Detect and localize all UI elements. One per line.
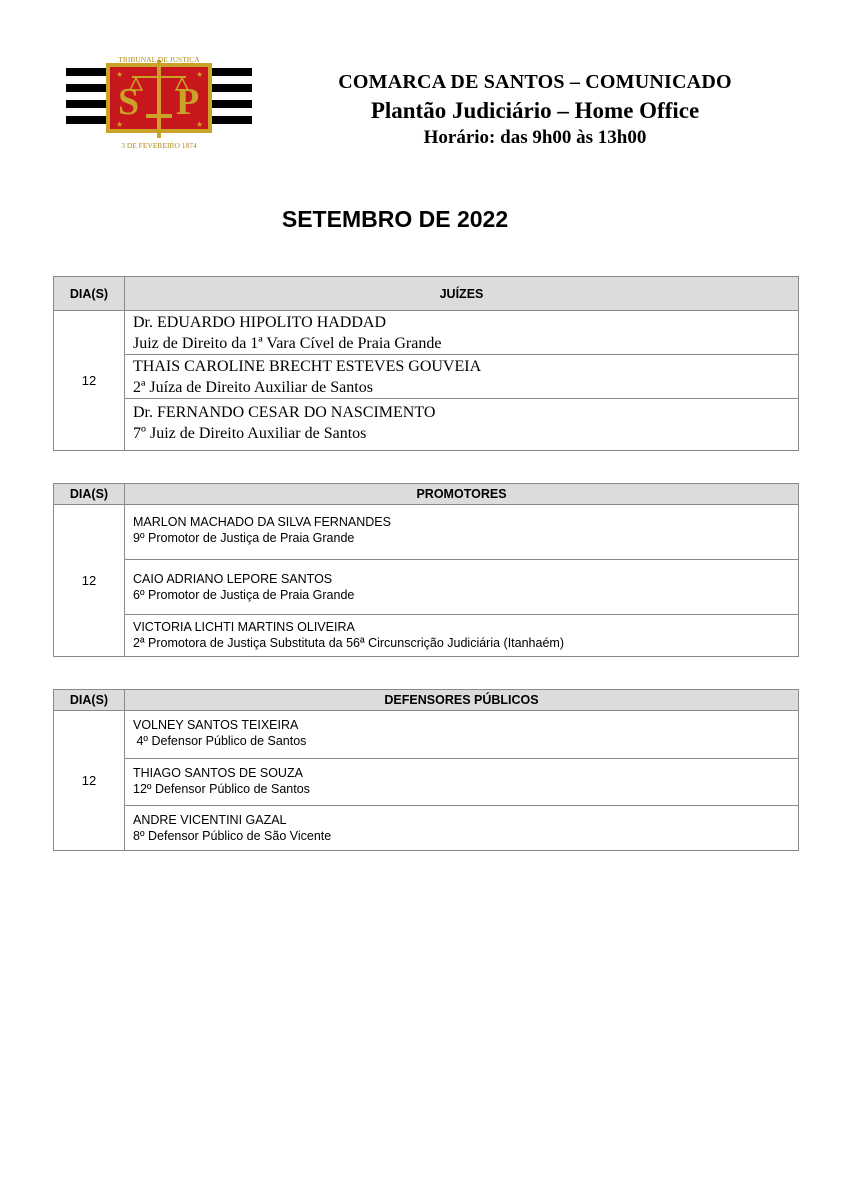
prosecutor-role: 6º Promotor de Justiça de Praia Grande [133, 588, 355, 602]
prosecutors-column-header: PROMOTORES [125, 484, 799, 505]
judge-name: THAIS CAROLINE BRECHT ESTEVES GOUVEIA [133, 358, 482, 375]
prosecutor-name: VICTORIA LICHTI MARTINS OLIVEIRA [133, 620, 355, 634]
prosecutor-entry [125, 505, 799, 560]
judge-role: 7º Juiz de Direito Auxiliar de Santos [133, 425, 367, 442]
defender-entry [125, 759, 799, 806]
judges-column-header: JUÍZES [125, 277, 799, 311]
judge-name: Dr. EDUARDO HIPOLITO HADDAD [133, 314, 387, 331]
table-row [54, 355, 799, 399]
defenders-table [53, 689, 799, 851]
month-title: SETEMBRO DE 2022 [281, 206, 509, 232]
logo-letter-s: S [118, 81, 140, 123]
prosecutor-role: 2ª Promotora de Justiça Substituta da 56ª Circunscrição Judiciária (Itanhaém) [133, 636, 564, 650]
day-column-header: DIA(S) [54, 690, 125, 711]
table-row [54, 615, 799, 657]
defender-name: VOLNEY SANTOS TEIXEIRA [133, 718, 299, 732]
prosecutor-entry [125, 615, 799, 657]
logo-top-caption: TRIBUNAL DE JUSTIÇA [118, 55, 200, 64]
day-cell: 12 [54, 311, 125, 451]
judge-name: Dr. FERNANDO CESAR DO NASCIMENTO [133, 404, 436, 421]
defender-role: 4º Defensor Público de Santos [133, 734, 307, 748]
judges-table [53, 276, 799, 451]
defender-entry [125, 711, 799, 759]
table-header-row [54, 690, 799, 711]
judge-entry [125, 311, 799, 355]
judge-entry [125, 399, 799, 451]
defender-role: 12º Defensor Público de Santos [133, 782, 310, 796]
day-cell: 12 [54, 505, 125, 657]
judge-role: Juiz de Direito da 1ª Vara Cível de Praia Grande [133, 335, 442, 352]
defender-entry [125, 806, 799, 851]
document-header [290, 68, 780, 151]
prosecutor-name: CAIO ADRIANO LEPORE SANTOS [133, 572, 333, 586]
table-header-row [54, 484, 799, 505]
header-horario: Horário: das 9h00 às 13h00 [423, 127, 647, 148]
day-column-header: DIA(S) [54, 484, 125, 505]
svg-text:★: ★ [196, 70, 204, 79]
svg-text:★: ★ [116, 70, 124, 79]
table-row [54, 505, 799, 560]
table-row [54, 711, 799, 759]
prosecutors-table [53, 483, 799, 657]
svg-text:★: ★ [196, 120, 204, 129]
header-plantao: Plantão Judiciário – Home Office [370, 98, 700, 123]
tjsp-logo [66, 52, 252, 152]
day-column-header: DIA(S) [54, 277, 125, 311]
table-row [54, 399, 799, 451]
defender-role: 8º Defensor Público de São Vicente [133, 829, 332, 843]
defenders-column-header: DEFENSORES PÚBLICOS [125, 690, 799, 711]
prosecutor-entry [125, 560, 799, 615]
judge-entry [125, 355, 799, 399]
day-cell: 12 [54, 711, 125, 851]
judge-role: 2ª Juíza de Direito Auxiliar de Santos [133, 379, 373, 396]
header-comarca: COMARCA DE SANTOS – COMUNICADO [338, 71, 732, 93]
table-row [54, 560, 799, 615]
table-row [54, 806, 799, 851]
table-header-row [54, 277, 799, 311]
defender-name: THIAGO SANTOS DE SOUZA [133, 766, 303, 780]
table-row [54, 759, 799, 806]
svg-text:★: ★ [116, 120, 124, 129]
prosecutor-name: MARLON MACHADO DA SILVA FERNANDES [133, 515, 391, 529]
logo-letter-p: P [176, 81, 200, 123]
defender-name: ANDRE VICENTINI GAZAL [133, 813, 287, 827]
table-row [54, 311, 799, 355]
logo-bottom-caption: 3 DE FEVEREIRO 1874 [121, 141, 197, 150]
tjsp-emblem [66, 52, 252, 152]
prosecutor-role: 9º Promotor de Justiça de Praia Grande [133, 531, 355, 545]
